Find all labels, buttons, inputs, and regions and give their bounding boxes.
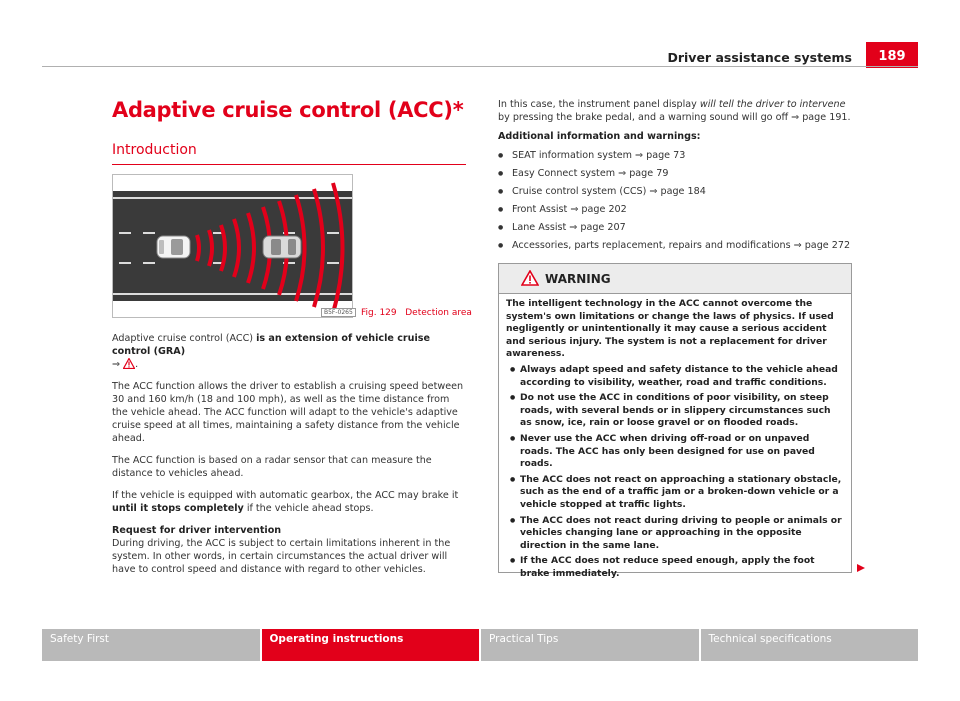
gearbox-text: If the vehicle is equipped with automatic gearbox, the ACC may brake it bbox=[112, 490, 459, 501]
warning-icon bbox=[521, 270, 539, 286]
display-italic: will tell the driver to intervene bbox=[699, 99, 846, 110]
list-item[interactable]: ● Easy Connect system ⇒ page 79 bbox=[498, 167, 854, 180]
intervention-heading-text: Request for driver intervention bbox=[112, 525, 282, 536]
list-item[interactable]: ● Lane Assist ⇒ page 207 bbox=[498, 221, 854, 234]
section-rule bbox=[112, 164, 466, 165]
info-heading-text: Additional information and warnings: bbox=[498, 131, 701, 142]
list-item[interactable]: ● SEAT information system ⇒ page 73 bbox=[498, 149, 854, 162]
gearbox-paragraph bbox=[112, 489, 466, 515]
warning-item: ● The ACC does not react during driving to people or animals or vehicles changing lane or approaching in the opposite direction in the same lane. bbox=[506, 515, 844, 553]
intervention-heading bbox=[112, 524, 466, 537]
intro-paragraph: Adaptive cruise control (ACC) is an extension of vehicle cruise control (GRA) ⇒ . bbox=[112, 333, 430, 370]
display-paragraph bbox=[498, 98, 854, 124]
page-title: Adaptive cruise control (ACC)* bbox=[112, 98, 464, 122]
warning-body bbox=[499, 294, 851, 587]
page-number: 189 bbox=[866, 42, 918, 68]
figure-code: B5F-0265 bbox=[321, 308, 356, 317]
display-text-end: by pressing the brake pedal, and a warning sound will go off ⇒ page 191. bbox=[498, 112, 851, 123]
right-column bbox=[498, 98, 854, 257]
warning-title: WARNING bbox=[545, 272, 611, 286]
tab-safety-first[interactable]: Safety First bbox=[42, 629, 260, 661]
header-rule bbox=[42, 66, 918, 67]
warning-item: ● Never use the ACC when driving off-road or on unpaved roads. The ACC has only been designed for use on paved roads. bbox=[506, 433, 844, 471]
continue-arrow-icon bbox=[856, 563, 866, 573]
warning-triangle-icon[interactable] bbox=[123, 358, 135, 369]
tab-technical-specifications[interactable]: Technical specifications bbox=[701, 629, 919, 661]
list-item[interactable]: ● Cruise control system (CCS) ⇒ page 184 bbox=[498, 185, 854, 198]
tab-practical-tips[interactable]: Practical Tips bbox=[481, 629, 699, 661]
gearbox-bold: until it stops completely bbox=[112, 503, 244, 514]
figure-caption bbox=[361, 308, 472, 318]
detection-area-illustration bbox=[113, 175, 352, 317]
list-item[interactable]: ● Accessories, parts replacement, repairs and modifications ⇒ page 272 bbox=[498, 239, 854, 252]
warning-box bbox=[498, 263, 852, 579]
section-title: Introduction bbox=[112, 142, 197, 158]
warning-item: ● The ACC does not react on approaching a stationary obstacle, such as the end of a traffic jam or a broken-down vehicle or a vehicle stopped at traffic lights. bbox=[506, 474, 844, 512]
warning-intro: The intelligent technology in the ACC cannot overcome the system's own limitations or change the laws of physics. If used negligently or unintentionally it may cause a serious accident and serious injury. The system is not a replacement for driver awareness. bbox=[506, 298, 834, 360]
figure-caption-number: Fig. 129 bbox=[361, 308, 397, 318]
figure-caption-text: Detection area bbox=[405, 308, 472, 318]
display-text: In this case, the instrument panel display bbox=[498, 99, 700, 110]
intro-bold: is an extension of vehicle cruise control (GRA) bbox=[112, 333, 430, 357]
tab-operating-instructions[interactable]: Operating instructions bbox=[262, 629, 480, 661]
warning-header bbox=[499, 264, 851, 294]
intro-text: Adaptive cruise control (ACC) bbox=[112, 333, 257, 344]
left-body bbox=[112, 332, 466, 585]
acc-function-paragraph: The ACC function allows the driver to establish a cruising speed between 30 and 160 km/h (18 and 100 mph), as well as the time distance from the vehicle ahead. The ACC function will adapt to the vehicle's adaptive cruise speed at all times, maintaining a safety distance from the vehicle ahead. bbox=[112, 381, 464, 444]
warning-item: ● Always adapt speed and safety distance to the vehicle ahead according to visibility, weather, road and traffic conditions. bbox=[506, 364, 844, 389]
figure-image bbox=[112, 174, 353, 318]
intro-xref: ⇒ bbox=[112, 359, 124, 370]
info-heading bbox=[498, 130, 854, 143]
warning-item: ● Do not use the ACC in conditions of poor visibility, on steep roads, with several bends or in slippery circumstances such as snow, ice, rain or loose gravel or on flooded roads. bbox=[506, 392, 844, 430]
left-column-top bbox=[112, 98, 466, 165]
radar-paragraph: The ACC function is based on a radar sensor that can measure the distance to vehicles ahead. bbox=[112, 455, 432, 479]
gearbox-text-end: if the vehicle ahead stops. bbox=[243, 503, 374, 514]
figure bbox=[112, 174, 472, 318]
running-header-title: Driver assistance systems bbox=[667, 50, 852, 65]
intervention-paragraph: During driving, the ACC is subject to certain limitations inherent in the system. In other words, in certain circumstances the actual driver will have to control speed and distance with regard to other vehicles. bbox=[112, 538, 451, 575]
footer-nav bbox=[42, 629, 918, 661]
warning-item: ● If the ACC does not reduce speed enough, apply the foot brake immediately. bbox=[506, 555, 844, 580]
list-item[interactable]: ● Front Assist ⇒ page 202 bbox=[498, 203, 854, 216]
